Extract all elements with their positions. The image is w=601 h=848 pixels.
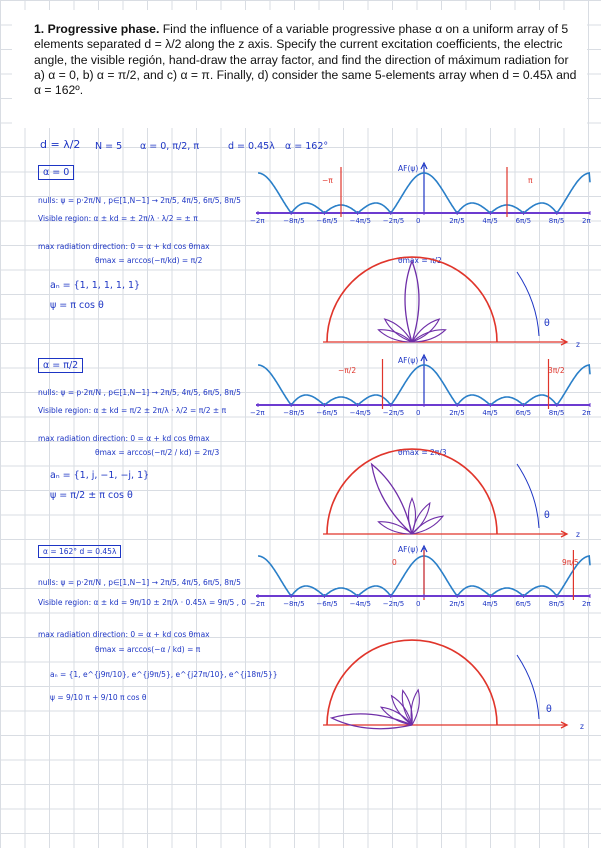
main-lobe [405, 261, 419, 342]
axis-tick-label: −8π/5 [283, 600, 305, 608]
mark-left-c: 0 [392, 558, 397, 567]
case-b-label: α = π/2 [38, 358, 83, 373]
axis-tick-label: 2π/5 [449, 409, 465, 417]
theta-angle-arc [517, 464, 539, 528]
side-lobe [378, 522, 412, 534]
axis-tick-label: 2π [582, 600, 591, 608]
axis-tick-label: 2π [582, 409, 591, 417]
af-label-a: AF(ψ) [398, 164, 419, 173]
axis-tick-label: −6π/5 [316, 217, 338, 225]
axis-tick-label: −4π/5 [349, 217, 371, 225]
theta-label-a: θ [544, 318, 550, 329]
z-label-a: z [576, 340, 580, 349]
polar-visible-arc [327, 449, 497, 534]
axis-tick-label: 0 [416, 600, 421, 608]
mark-left-b: −π/2 [338, 366, 357, 375]
problem-number: 1. [34, 22, 45, 36]
case-a-label: α = 0 [38, 165, 74, 180]
case-a-visible: Visible region: α ± kd = ± 2π/λ · λ/2 = ± π [38, 214, 198, 223]
axis-tick-label: 2π [582, 217, 591, 225]
axis-tick-label: 6π/5 [515, 409, 532, 417]
axis-tick-label: −2π [250, 409, 265, 417]
case-b-psi: ψ = π/2 ± π cos θ [50, 490, 133, 501]
case-c-an: aₙ = {1, e^{j9π/10}, e^{j9π/5}, e^{j27π/10}, e^{j18π/5}} [50, 670, 278, 679]
axis-tick-label: 8π/5 [548, 217, 565, 225]
axis-tick-label: 2π/5 [449, 217, 465, 225]
problem-title: Progressive phase. [47, 22, 160, 36]
axis-tick-label: 0 [416, 409, 421, 417]
axis-tick-label: −4π/5 [349, 409, 371, 417]
theta-angle-arc [517, 655, 539, 719]
case-c-theta: θmax = arccos(−α / kd) = π [95, 645, 201, 654]
case-b-theta: θmax = arccos(−π/2 / kd) = 2π/3 [95, 448, 220, 457]
case-c-maxdir: max radiation direction: 0 = α + kd cos θmax [38, 630, 210, 639]
side-lobe [409, 498, 416, 534]
mark-right-a: π [528, 176, 533, 185]
axis-tick-label: 8π/5 [548, 600, 565, 608]
theta-label-b: θ [544, 510, 550, 521]
theta-angle-arc [517, 272, 539, 336]
case-b-maxdir: max radiation direction: 0 = α + kd cos θmax [38, 434, 210, 443]
axis-tick-label: 4π/5 [482, 217, 498, 225]
theta-max-a: θmax = π/2 [398, 256, 442, 265]
case-b-visible: Visible region: α ± kd = π/2 ± 2π/λ · λ/2 = π/2 ± π [38, 406, 227, 415]
axis-tick-label: −2π [250, 217, 265, 225]
header-n: N = 5 [95, 141, 123, 152]
case-a-an: aₙ = {1, 1, 1, 1, 1} [50, 280, 141, 291]
case-a-nulls: nulls: ψ = p·2π/N , p∈[1,N−1] → 2π/5, 4π/5, 6π/5, 8π/5 [38, 196, 241, 205]
case-a-theta: θmax = arccos(−π/kd) = π/2 [95, 256, 203, 265]
case-a-maxdir: max radiation direction: 0 = α + kd cos θmax [38, 242, 210, 251]
af-label-c: AF(ψ) [398, 545, 419, 554]
case-b-an: aₙ = {1, j, −1, −j, 1} [50, 470, 150, 481]
axis-tick-label: −8π/5 [283, 409, 305, 417]
axis-tick-label: 6π/5 [515, 600, 532, 608]
case-c-visible: Visible region: α ± kd = 9π/10 ± 2π/λ · 0.45λ = 9π/5 , 0 [38, 598, 247, 607]
axis-tick-label: −2π/5 [382, 409, 405, 417]
theta-max-b: θmax = 2π/3 [398, 448, 447, 457]
case-c-psi: ψ = 9/10 π + 9/10 π cos θ [50, 693, 147, 702]
axis-tick-label: −2π [250, 600, 265, 608]
axis-tick-label: 2π/5 [449, 600, 465, 608]
mark-right-c: 9π/5 [562, 558, 579, 567]
axis-tick-label: 8π/5 [548, 409, 565, 417]
axis-tick-label: 6π/5 [515, 217, 532, 225]
case-a-psi: ψ = π cos θ [50, 300, 104, 311]
z-label-b: z [576, 530, 580, 539]
axis-tick-label: 0 [416, 217, 421, 225]
header-alpha: α = 0, π/2, π [140, 141, 200, 152]
theta-label-c: θ [546, 704, 552, 715]
axis-tick-label: −8π/5 [283, 217, 305, 225]
header-d2: d = 0.45λ [228, 141, 275, 152]
header-d: d = λ/2 [40, 138, 81, 151]
axis-tick-label: −4π/5 [349, 600, 371, 608]
case-c-label: α = 162° d = 0.45λ [38, 545, 121, 558]
axis-tick-label: −2π/5 [382, 600, 405, 608]
axis-tick-label: −6π/5 [316, 600, 338, 608]
case-c-nulls: nulls: ψ = p·2π/N , p∈[1,N−1] → 2π/5, 4π/5, 6π/5, 8π/5 [38, 578, 241, 587]
problem-body: Find the influence of a variable progressive phase α on a uniform array of 5 elements separated d = λ/2 along the z axis. Specify the current excitation coefficients, the electric angle, the visible región, hand-draw the array factor, and find the direction of máximum radiation for a) α = 0, b) α = π/2, and c) α = π. Finally, d) consider the same 5-elements array when d = 0.45λ and α = 162º. [34, 22, 577, 98]
mark-left-a: −π [322, 176, 333, 185]
polar-visible-arc [327, 257, 497, 342]
axis-tick-label: 4π/5 [482, 600, 498, 608]
z-label-c: z [580, 722, 584, 731]
af-label-b: AF(ψ) [398, 356, 419, 365]
header-alpha2: α = 162° [285, 141, 329, 152]
case-b-nulls: nulls: ψ = p·2π/N , p∈[1,N−1] → 2π/5, 4π/5, 6π/5, 8π/5 [38, 388, 241, 397]
axis-tick-label: −6π/5 [316, 409, 338, 417]
mark-right-b: 3π/2 [548, 366, 565, 375]
axis-tick-label: −2π/5 [382, 217, 405, 225]
axis-tick-label: 4π/5 [482, 409, 498, 417]
